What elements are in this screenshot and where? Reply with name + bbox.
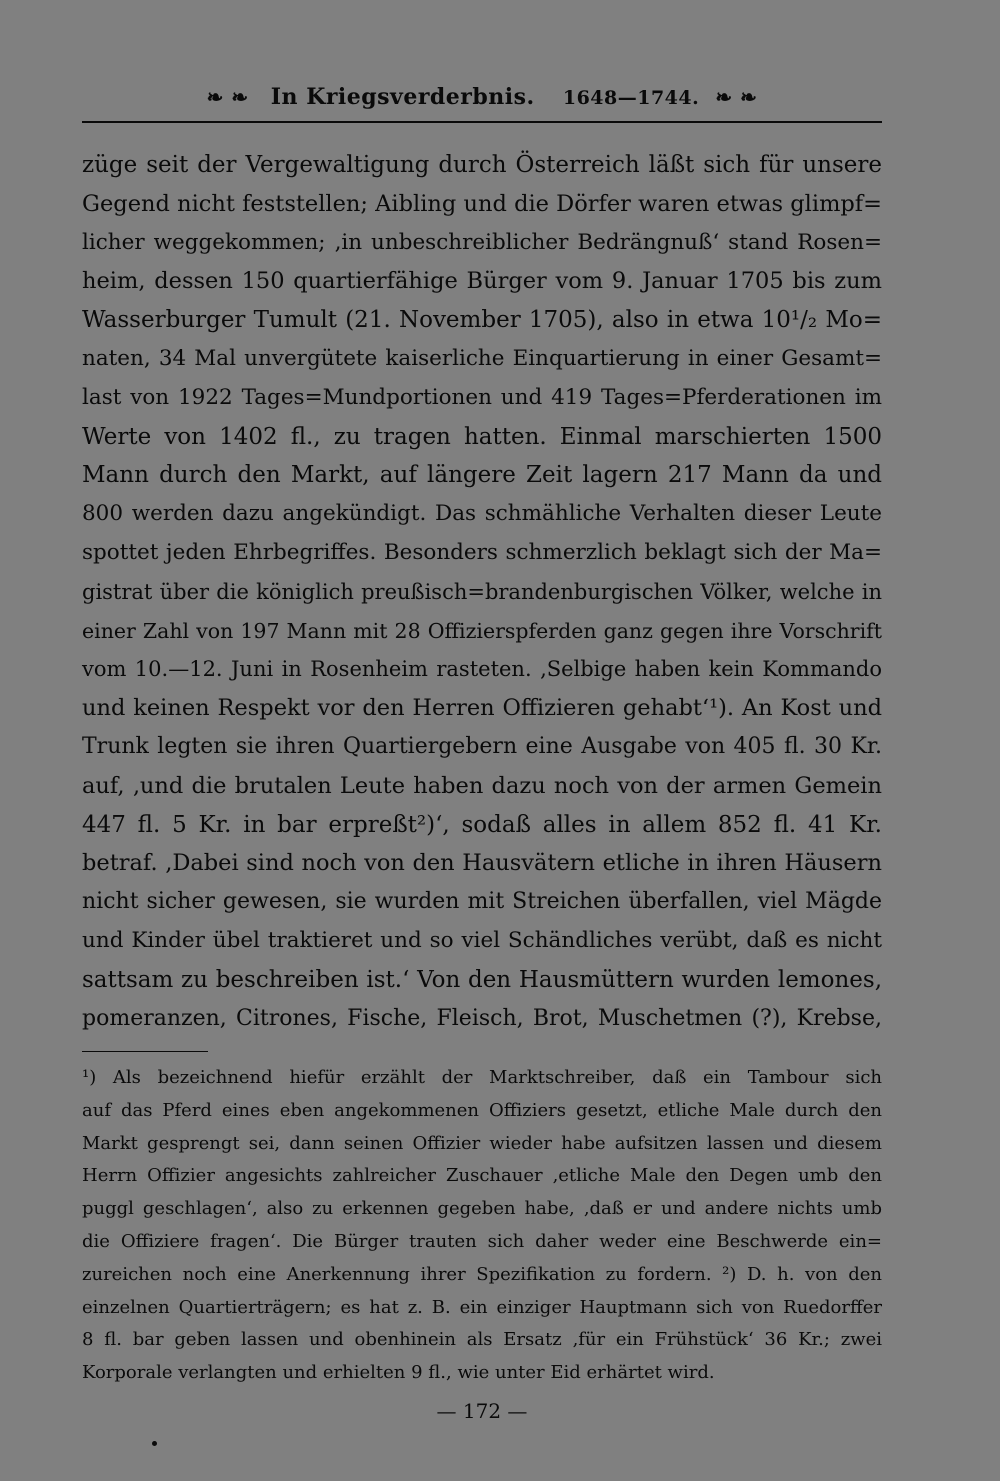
text-line: gistrat über die königlich preußisch=brandenburgischen Völker, welche in [82,579,882,604]
footnote-line: Markt gesprengt sei, dann seinen Offizier wieder habe aufsitzen lassen und diesem [82,1132,882,1154]
text-line: züge seit der Vergewaltigung durch Österreich läßt sich für unsere [82,152,882,178]
text-line: pomeranzen, Citrones, Fische, Fleisch, Brot, Muschetmen (?), Krebse, [82,1005,882,1031]
text-line: spottet jeden Ehrbegriffes. Besonders schmerzlich beklagt sich der Ma= [82,539,882,565]
footnote-line: die Offiziere fragen‘. Die Bürger trauten sich daher weder eine Beschwerde ein= [82,1230,882,1252]
footnote-line: 8 fl. bar geben lassen und obenhinein als Ersatz ‚für ein Frühstück‘ 36 Kr.; zwei [82,1329,882,1351]
text-line: heim, dessen 150 quartierfähige Bürger vom 9. Januar 1705 bis zum [82,268,882,295]
footnotes [82,1062,882,1390]
text-line: Werte von 1402 fl., zu tragen hatten. Einmal marschierten 1500 [82,423,882,450]
header-years: 1648—1744. [562,87,700,109]
footnote-line: auf das Pferd eines eben angekommenen Offiziers gesetzt, etliche Male durch den [82,1099,882,1121]
left-ornament-icon: ❧ ❧ [206,85,249,109]
ink-speck [152,1441,157,1446]
footnote-line: einzelnen Quartierträgern; es hat z. B. ein einziger Hauptmann sich von Ruedorffer [82,1296,882,1318]
text-line: naten, 34 Mal unvergütete kaiserliche Einquartierung in einer Gesamt= [82,345,882,371]
text-line: last von 1922 Tages=Mundportionen und 419 Tages=Pferderationen im [82,384,882,410]
text-line: und Kinder übel traktieret und so viel Schändliches verübt, daß es nicht [82,927,882,953]
text-line: 800 werden dazu angekündigt. Das schmähliche Verhalten dieser Leute [82,501,882,527]
text-line: vom 10.—12. Juni in Rosenheim rasteten. ‚Selbige haben kein Kommando [82,657,882,682]
text-line: betraf. ‚Dabei sind noch von den Hausvätern etliche in ihren Häusern [82,850,882,877]
footnote-line: zureichen noch eine Anerkennung ihrer Spezifikation zu fordern. ²) D. h. von den [82,1263,882,1285]
text-line: nicht sicher gewesen, sie wurden mit Streichen überfallen, viel Mägde [82,889,882,915]
footnote-line: Herrn Offizier angesichts zahlreicher Zuschauer ‚etliche Male den Degen umb den [82,1165,882,1187]
footnote-rule [82,1051,208,1052]
header-rule [82,121,882,123]
footnote-line: puggl geschlagen‘, also zu erkennen gegeben habe, ‚daß er und andere nichts umb [82,1198,882,1220]
text-line: sattsam zu beschreiben ist.‘ Von den Hausmüttern wurden lemones, [82,966,882,993]
text-line: licher weggekommen; ‚in unbeschreiblicher Bedrängnuß‘ stand Rosen= [82,229,882,255]
main-text [82,146,882,1038]
text-line: auf, ‚und die brutalen Leute haben dazu noch von der armen Gemein [82,772,882,799]
right-ornament-icon: ❧ ❧ [715,85,758,109]
text-line: einer Zahl von 197 Mann mit 28 Offizierspferden ganz gegen ihre Vorschrift [82,618,882,643]
text-line: und keinen Respekt vor den Herren Offizieren gehabt‘¹). An Kost und [82,695,882,722]
page-number: — 172 — [436,1399,528,1423]
text-line: Wasserburger Tumult (21. November 1705), also in etwa 10¹/₂ Mo= [82,307,882,334]
footnote-line: Korporale verlangten und erhielten 9 fl., wie unter Eid erhärtet wird. [82,1362,715,1384]
text-line: 447 fl. 5 Kr. in bar erpreßt²)‘, sodaß alles in allem 852 fl. 41 Kr. [82,811,882,838]
text-line: Gegend nicht feststellen; Aibling und die Dörfer waren etwas glimpf= [82,190,882,217]
text-line: Trunk legten sie ihren Quartiergebern eine Ausgabe von 405 fl. 30 Kr. [82,733,882,759]
running-header [82,84,882,110]
text-line: Mann durch den Markt, auf längere Zeit lagern 217 Mann da und [82,462,882,489]
header-title: In Kriegsverderbnis. [270,84,535,110]
footnote-line: ¹) Als bezeichnend hiefür erzählt der Marktschreiber, daß ein Tambour sich [82,1067,882,1088]
